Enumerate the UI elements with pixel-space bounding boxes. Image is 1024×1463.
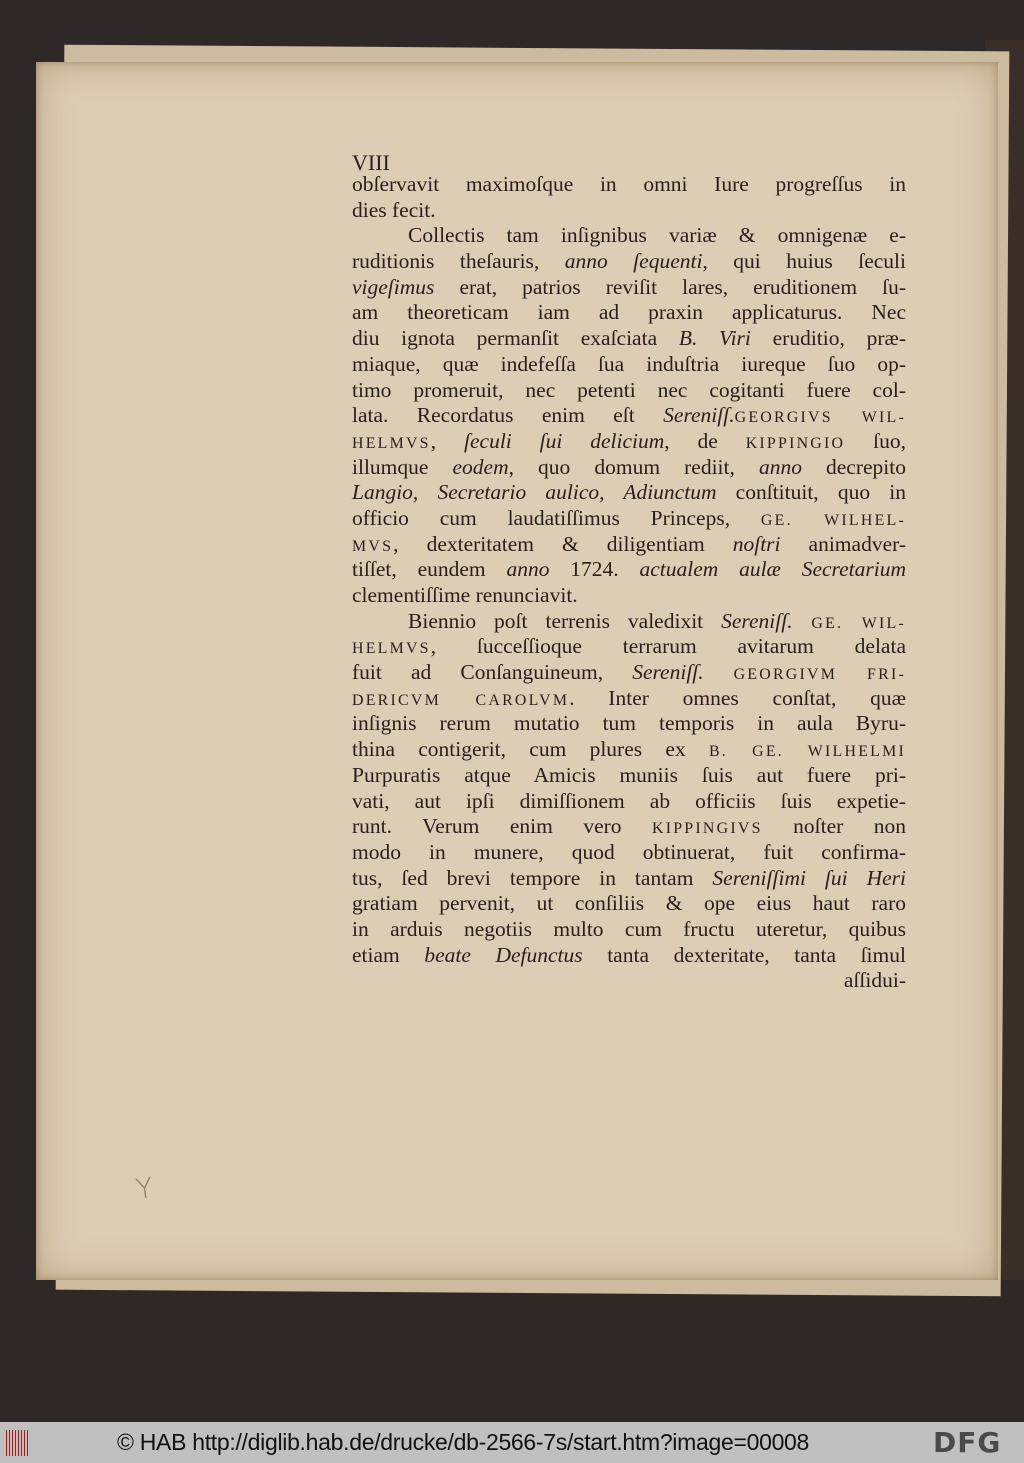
text-segment: gratiam pervenit, ut conſiliis & ope eius haut raro bbox=[352, 891, 906, 916]
text-segment: ruditionis theſauris, bbox=[352, 249, 565, 274]
text-segment: aſſidui- bbox=[843, 968, 906, 993]
text-line bbox=[352, 686, 906, 712]
text-line bbox=[352, 275, 906, 301]
italic-text: eodem bbox=[452, 454, 509, 479]
page-number: VIII bbox=[352, 150, 390, 175]
text-segment: Purpuratis atque Amicis muniis ſuis aut fuere pri- bbox=[352, 762, 906, 787]
text-line bbox=[352, 711, 906, 737]
body-text bbox=[352, 172, 906, 994]
italic-text: ſeculi ſui delicium bbox=[464, 428, 665, 453]
text-line bbox=[352, 506, 906, 532]
text-line bbox=[352, 866, 906, 892]
italic-text: B. Viri bbox=[678, 326, 751, 351]
text-line bbox=[352, 763, 906, 789]
text-segment: , ſucceſſioque terrarum avitarum delata bbox=[430, 634, 906, 659]
text-segment: , bbox=[430, 428, 465, 453]
text-segment: modo in munere, quod obtinuerat, fuit confirma- bbox=[352, 839, 906, 864]
text-segment: , dexteritatem & diligentiam bbox=[393, 531, 733, 556]
italic-text: Sereniſſ. bbox=[632, 660, 704, 685]
italic-text: anno ſequenti bbox=[564, 249, 703, 274]
text-line bbox=[352, 378, 906, 404]
text-line bbox=[352, 814, 906, 840]
text-segment: dies fecit. bbox=[352, 197, 436, 222]
text-segment: diu ignota permanſit exaſciata bbox=[352, 326, 679, 351]
text-line bbox=[352, 943, 906, 969]
text-line bbox=[352, 352, 906, 378]
italic-text: Sereniſſ. bbox=[721, 608, 793, 633]
text-line bbox=[352, 198, 906, 224]
text-segment: am theoreticam iam ad praxin applicaturus. Nec bbox=[352, 300, 906, 325]
small-caps-text: GEORGIVM FRI- bbox=[703, 666, 906, 684]
text-segment: clementiſſime renunciavit. bbox=[352, 583, 578, 607]
text-line bbox=[352, 968, 906, 994]
text-line bbox=[352, 789, 906, 815]
text-segment: . Inter omnes conſtat, quæ bbox=[569, 685, 906, 710]
text-line bbox=[352, 917, 906, 943]
text-segment: obſervavit maximoſque in omni Iure progreſſus in bbox=[352, 172, 906, 196]
italic-text: anno bbox=[506, 557, 550, 582]
text-segment: erat, patrios reviſit lares, eruditionem ſu- bbox=[434, 274, 906, 299]
small-caps-text: HELMVS bbox=[352, 434, 431, 452]
text-segment: etiam bbox=[352, 942, 425, 967]
text-segment: noſter non bbox=[762, 814, 906, 839]
text-segment: , qui huius ſeculi bbox=[702, 249, 906, 274]
text-line bbox=[352, 455, 906, 481]
text-line bbox=[352, 300, 906, 326]
text-segment: , quo domum rediit, bbox=[508, 454, 759, 479]
small-caps-text: GE. WILHEL- bbox=[760, 511, 906, 529]
text-segment: vati, aut ipſi dimiſſionem ab officiis ſuis expetie- bbox=[352, 788, 906, 813]
text-segment: animadver- bbox=[780, 531, 906, 556]
small-caps-text: HELMVS bbox=[352, 640, 431, 658]
text-line bbox=[352, 660, 906, 686]
italic-text: vigeſimus bbox=[352, 274, 435, 299]
text-segment: , de bbox=[664, 428, 746, 453]
text-line bbox=[352, 403, 906, 429]
italic-text: anno bbox=[758, 454, 802, 479]
text-segment: timo promeruit, nec petenti nec cogitanti fuere col- bbox=[352, 377, 906, 402]
footer-bar bbox=[0, 1422, 1024, 1463]
text-segment: conſtituit, quo in bbox=[716, 480, 906, 505]
text-line bbox=[352, 249, 906, 275]
italic-text: Langio, Secretario aulico, Adiunctum bbox=[352, 480, 717, 505]
text-segment: in arduis negotiis multo cum fructu uteretur, quibus bbox=[352, 916, 906, 941]
small-caps-text: MVS bbox=[352, 537, 394, 555]
small-caps-text: B. GE. WILHELMI bbox=[708, 743, 906, 761]
text-segment: inſignis rerum mutatio tum temporis in aula Byru- bbox=[352, 711, 906, 736]
text-segment: ſuo, bbox=[845, 428, 906, 453]
text-segment: lata. Recordatus enim eſt bbox=[352, 403, 664, 428]
text-segment: illumque bbox=[352, 454, 453, 479]
barcode-logo-icon bbox=[6, 1430, 28, 1456]
text-line bbox=[352, 634, 906, 660]
text-line bbox=[352, 891, 906, 917]
text-line bbox=[352, 583, 906, 609]
text-line bbox=[352, 326, 906, 352]
text-segment: Collectis tam inſignibus variæ & omnigenæ e- bbox=[408, 223, 906, 248]
text-line bbox=[352, 737, 906, 763]
dfg-logo: DFG bbox=[933, 1426, 1002, 1459]
text-segment: fuit ad Conſanguineum, bbox=[352, 660, 633, 685]
text-segment: thina contigerit, cum plures ex bbox=[352, 737, 709, 762]
text-segment: decrepito bbox=[801, 454, 906, 479]
italic-text: Sereniſſimi ſui Heri bbox=[712, 865, 907, 890]
italic-text: Sereniſſ. bbox=[663, 403, 735, 428]
small-caps-text: GE. WIL- bbox=[792, 614, 906, 632]
text-segment: eruditio, præ- bbox=[750, 326, 906, 351]
text-line bbox=[352, 609, 906, 635]
italic-text: noſtri bbox=[732, 531, 781, 556]
text-line bbox=[352, 840, 906, 866]
text-segment: tiſſet, eundem bbox=[352, 557, 507, 582]
text-segment: tus, ſed brevi tempore in tantam bbox=[352, 865, 713, 890]
text-line bbox=[352, 172, 906, 198]
text-segment: tanta dexteritate, tanta ſimul bbox=[582, 942, 906, 967]
pencil-mark: Y bbox=[133, 1170, 156, 1207]
text-line bbox=[352, 223, 906, 249]
small-caps-text: GEORGIVS WIL- bbox=[734, 409, 907, 427]
text-segment: miaque, quæ indefeſſa ſua induſtria iureque ſuo op- bbox=[352, 351, 906, 376]
text-line bbox=[352, 480, 906, 506]
small-caps-text: DERICVM CAROLVM bbox=[352, 691, 570, 709]
text-segment: 1724. bbox=[549, 557, 640, 582]
text-line bbox=[352, 532, 906, 558]
italic-text: actualem aulæ Secretarium bbox=[639, 557, 906, 582]
text-segment: runt. Verum enim vero bbox=[352, 814, 652, 839]
text-segment: Biennio poſt terrenis valedixit bbox=[408, 608, 722, 633]
small-caps-text: KIPPINGIO bbox=[745, 434, 846, 452]
text-segment: officio cum laudatiſſimus Princeps, bbox=[352, 505, 761, 530]
copyright-link[interactable]: © HAB http://diglib.hab.de/drucke/db-2566-7s/start.htm?image=00008 bbox=[117, 1429, 810, 1455]
small-caps-text: KIPPINGIVS bbox=[652, 820, 763, 838]
text-line bbox=[352, 429, 906, 455]
italic-text: beate Defunctus bbox=[424, 942, 583, 967]
text-line bbox=[352, 557, 906, 583]
